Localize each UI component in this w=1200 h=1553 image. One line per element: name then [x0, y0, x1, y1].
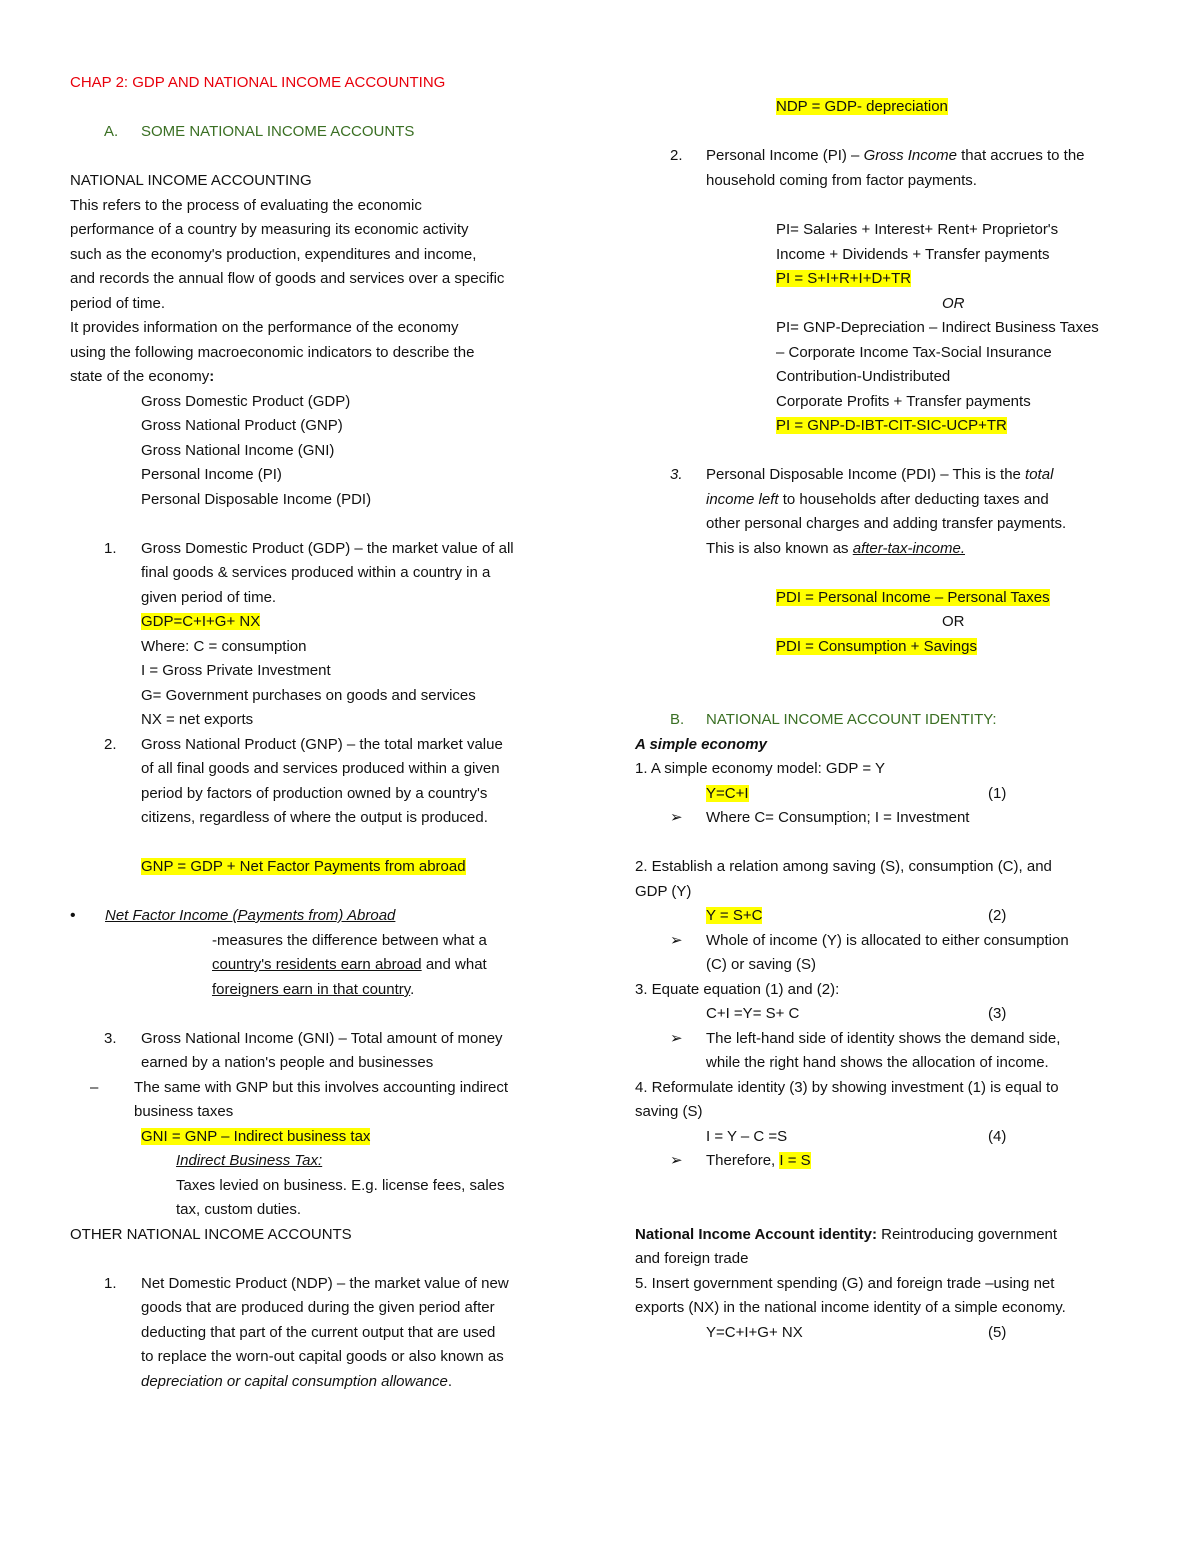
equation-number: (5) — [988, 1324, 1007, 1341]
pdi-formula — [776, 588, 1050, 608]
dash-marker: – — [90, 1079, 99, 1096]
gdp-number: 1. — [104, 540, 117, 557]
nfi-residents: country's residents earn abroad — [212, 956, 422, 973]
nfi-line — [212, 980, 414, 1000]
pdi-total: total — [1025, 466, 1054, 483]
simple-economy-heading: A simple economy — [635, 736, 767, 753]
section-a-letter: A. — [104, 123, 119, 140]
step-line: Whole of income (Y) is allocated to either consumption — [706, 932, 1069, 949]
step-line: 1. A simple economy model: GDP = Y — [635, 760, 885, 777]
nfi-text: between what a — [377, 932, 487, 949]
pi-formula-line: Income + Dividends + Transfer payments — [776, 246, 1050, 263]
ndp-line: to replace the worn-out capital goods or also known as — [141, 1348, 504, 1365]
gni-line: business taxes — [134, 1103, 234, 1120]
pdi-formula — [776, 637, 977, 657]
ibt-label: Indirect Business Tax: — [176, 1152, 323, 1169]
equation-1-text: Y=C+I — [706, 785, 749, 802]
section-b-letter: B. — [670, 711, 685, 728]
arrow-bullet-icon: ➢ — [670, 932, 683, 949]
gni-definition — [141, 1029, 503, 1049]
intro-line: This refers to the process of evaluating the economic — [70, 197, 422, 214]
ndp-depreciation: depreciation or capital consumption allowance — [141, 1373, 448, 1390]
step-line: 2. Establish a relation among saving (S), consumption (C), and — [635, 858, 1052, 875]
gdp-where: Where: C = consumption — [141, 638, 307, 655]
gdp-text: – the market value of all — [350, 540, 514, 557]
pi-term: Personal Income (PI) — [706, 147, 847, 164]
gnp-formula-text: GNP = GDP + Net Factor Payments from abroad — [141, 858, 466, 875]
equation-5: Y=C+I+G+ NX — [706, 1324, 803, 1341]
ndp-term: Net Domestic Product (NDP) — [141, 1275, 333, 1292]
gdp-line: final goods & services produced within a country in a — [141, 564, 491, 581]
ndp-line: deducting that part of the current output that are used — [141, 1324, 496, 1341]
gnp-term: Gross National Product (GNP) — [141, 736, 343, 753]
pdi-line: other personal charges and adding transfer payments. — [706, 515, 1067, 532]
gov-heading: and foreign trade — [635, 1250, 749, 1267]
pi-definition — [706, 146, 1085, 166]
intro-text: state of the economy — [70, 368, 210, 385]
ibt-taxes: Taxes — [176, 1177, 216, 1194]
ibt-text: levied on business. E.g. license fees, sales — [215, 1177, 505, 1194]
step-line: 4. Reformulate identity (3) by showing investment (1) is equal to — [635, 1079, 1059, 1096]
intro-text: using the following — [70, 344, 198, 361]
or-label: OR — [942, 295, 965, 312]
step-line: GDP (Y) — [635, 883, 692, 900]
nfi-text: -measures the — [212, 932, 313, 949]
pi-formula-short-text: PI = S+I+R+I+D+TR — [776, 270, 912, 287]
equation-number: (3) — [988, 1005, 1007, 1022]
gov-heading-bold: National Income Account identity: — [635, 1226, 877, 1243]
pdi-term: Personal Disposable Income (PDI) — [706, 466, 937, 483]
gnp-number: 2. — [104, 736, 117, 753]
gni-line: The same with GNP but this involves accounting indirect — [134, 1079, 509, 1096]
gdp-term: Gross Domestic Product (GDP) — [141, 540, 351, 557]
intro-line: period of time. — [70, 295, 166, 312]
equation-3: C+I =Y= S+ C — [706, 1005, 800, 1022]
gni-formula — [141, 1127, 370, 1147]
gnp-line: citizens, regardless of where the output is produced. — [141, 809, 488, 826]
gni-formula-text: GNI = GNP – Indirect business tax — [141, 1128, 371, 1145]
step-line: 3. Equate equation (1) and (2): — [635, 981, 840, 998]
gdp-where: NX = net exports — [141, 711, 254, 728]
pdi-text: to households after deducting taxes and — [778, 491, 1049, 508]
pi-gross-income: Gross Income — [863, 147, 957, 164]
pi-formula-short — [776, 269, 911, 289]
gov-heading — [635, 1225, 1057, 1245]
pi-number: 2. — [670, 147, 683, 164]
gnp-text: – the total market value — [342, 736, 503, 753]
equation-number: (1) — [988, 785, 1007, 802]
pi-formula-long — [776, 416, 1007, 436]
gdp-formula-text: GDP=C+I+G+ NX — [141, 613, 261, 630]
ndp-line: goods that are produced during the given period after — [141, 1299, 495, 1316]
step-line: saving (S) — [635, 1103, 703, 1120]
nfi-foreigners: foreigners earn in that country — [212, 981, 411, 998]
step-line: while the right hand shows the allocation of income. — [706, 1054, 1049, 1071]
nfi-difference: difference — [312, 932, 378, 949]
equation-2-text: Y = S+C — [706, 907, 763, 924]
pi-text: – — [846, 147, 864, 164]
step-line: exports (NX) in the national income identity of a simple economy. — [635, 1299, 1066, 1316]
arrow-bullet-icon: ➢ — [670, 809, 683, 826]
equation-2 — [706, 906, 762, 926]
gnp-line: of all final goods and services produced within a given — [141, 760, 500, 777]
pi-formula-long-text: PI = GNP-D-IBT-CIT-SIC-UCP+TR — [776, 417, 1007, 434]
pdi-definition — [706, 465, 1053, 485]
ndp-text: – the market value of new — [332, 1275, 509, 1292]
document-title: CHAP 2: GDP AND NATIONAL INCOME ACCOUNTING — [70, 74, 446, 91]
step-line — [706, 1151, 811, 1171]
intro-line — [70, 343, 474, 363]
i-equals-s: I = S — [779, 1152, 811, 1169]
intro-colon: : — [209, 368, 215, 385]
ibt-line: tax, custom duties. — [176, 1201, 302, 1218]
step-line: (C) or saving (S) — [706, 956, 817, 973]
equation-number: (2) — [988, 907, 1007, 924]
arrow-bullet-icon: ➢ — [670, 1152, 683, 1169]
pdi-text: – This is the — [936, 466, 1026, 483]
ibt-line — [176, 1176, 505, 1196]
step-text: Therefore, — [706, 1152, 780, 1169]
macro-indicators-term: macroeconomic indicators — [197, 344, 372, 361]
or-label: OR — [942, 613, 965, 630]
pi-line: household coming from factor payments. — [706, 172, 977, 189]
pdi-line — [706, 539, 965, 559]
gni-text: – Total amount of money — [334, 1030, 503, 1047]
gnp-definition — [141, 735, 503, 755]
indicator-item: Gross National Income (GNI) — [141, 442, 335, 459]
gov-heading-text: Reintroducing government — [876, 1226, 1058, 1243]
pdi-number: 3. — [670, 466, 683, 483]
pdi-line — [706, 490, 1049, 510]
nfi-text: and what — [421, 956, 487, 973]
gdp-where: G= Government purchases on goods and services — [141, 687, 476, 704]
pdi-formula-text: PDI = Consumption + Savings — [776, 638, 977, 655]
indicator-item: Personal Disposable Income (PDI) — [141, 491, 372, 508]
pi-formula-line: Contribution-Undistributed — [776, 368, 951, 385]
gnp-line: period by factors of production owned by a country's — [141, 785, 488, 802]
ndp-text: . — [447, 1373, 453, 1390]
pi-formula-line: – Corporate Income Tax-Social Insurance — [776, 344, 1052, 361]
intro-text: to describe the — [371, 344, 475, 361]
nfi-line — [212, 955, 487, 975]
ndp-number: 1. — [104, 1275, 117, 1292]
step-line: 5. Insert government spending (G) and foreign trade –using net — [635, 1275, 1055, 1292]
pi-formula-line: PI= GNP-Depreciation – Indirect Business Taxes — [776, 319, 1099, 336]
bullet-icon: • — [70, 907, 76, 924]
nfi-label: Net Factor Income (Payments from) Abroad — [105, 907, 396, 924]
gdp-line: given period of time. — [141, 589, 277, 606]
arrow-bullet-icon: ➢ — [670, 1030, 683, 1047]
gdp-definition — [141, 539, 514, 559]
nfi-text: . — [410, 981, 415, 998]
intro-line: and records the annual flow of goods and services over a specific — [70, 270, 505, 287]
equation-4: I = Y – C =S — [706, 1128, 788, 1145]
pi-formula-line: Corporate Profits + Transfer payments — [776, 393, 1031, 410]
pdi-income-left: income left — [706, 491, 779, 508]
pi-formula-line: PI= Salaries + Interest+ Rent+ Proprietor's — [776, 221, 1059, 238]
gni-term: Gross National Income (GNI) — [141, 1030, 335, 1047]
nfi-line — [212, 931, 487, 951]
ndp-formula-text: NDP = GDP- depreciation — [776, 98, 948, 115]
ndp-line — [141, 1372, 452, 1392]
intro-line — [70, 367, 214, 387]
pdi-after-tax: after-tax-income. — [852, 540, 965, 557]
pi-text: that accrues to the — [956, 147, 1085, 164]
ndp-definition — [141, 1274, 509, 1294]
intro-line: such as the economy's production, expenditures and income, — [70, 246, 477, 263]
gni-line: earned by a nation's people and businesses — [141, 1054, 434, 1071]
indicator-item: Personal Income (PI) — [141, 466, 282, 483]
intro-line: It provides information on the performance of the economy — [70, 319, 459, 336]
pdi-formula-text: PDI = Personal Income – Personal Taxes — [776, 589, 1050, 606]
ndp-formula — [776, 97, 948, 117]
section-a-title: SOME NATIONAL INCOME ACCOUNTS — [141, 123, 415, 140]
gnp-formula — [141, 857, 466, 877]
indicator-item: Gross National Product (GNP) — [141, 417, 343, 434]
intro-line: performance of a country by measuring its economic activity — [70, 221, 469, 238]
pdi-text: This is also known as — [706, 540, 853, 557]
gni-number: 3. — [104, 1030, 117, 1047]
indicator-item: Gross Domestic Product (GDP) — [141, 393, 351, 410]
gdp-formula — [141, 612, 260, 632]
nia-heading: NATIONAL INCOME ACCOUNTING — [70, 172, 312, 189]
other-accounts-heading: OTHER NATIONAL INCOME ACCOUNTS — [70, 1226, 352, 1243]
equation-number: (4) — [988, 1128, 1007, 1145]
step-line: The left-hand side of identity shows the demand side, — [706, 1030, 1061, 1047]
section-b-title: NATIONAL INCOME ACCOUNT IDENTITY: — [706, 711, 997, 728]
gdp-where: I = Gross Private Investment — [141, 662, 331, 679]
equation-1 — [706, 784, 749, 804]
step-line: Where C= Consumption; I = Investment — [706, 809, 970, 826]
